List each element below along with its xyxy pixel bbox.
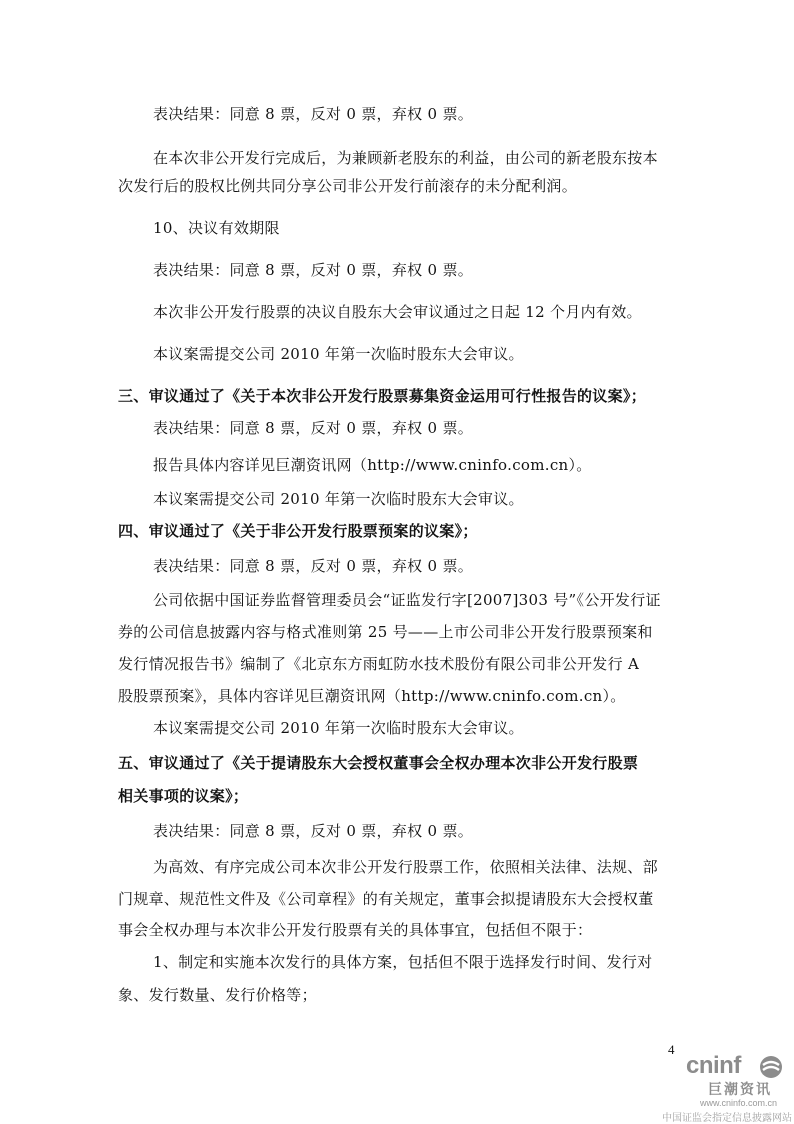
paragraph-line: 本议案需提交公司 2010 年第一次临时股东大会审议。	[153, 719, 524, 737]
paragraph-line: 公司依据中国证券监督管理委员会“证监发行字[2007]303 号”《公开发行证	[153, 591, 661, 609]
paragraph-line: 门规章、规范性文件及《公司章程》的有关规定，董事会拟提请股东大会授权董	[118, 890, 654, 908]
paragraph-line: 事会全权办理与本次非公开发行股票有关的具体事宜，包括但不限于：	[118, 921, 593, 939]
paragraph-line: 本议案需提交公司 2010 年第一次临时股东大会审议。	[153, 345, 524, 363]
logo-url: www.cninfo.com.cn	[700, 1098, 778, 1108]
resolution-heading: 五、审议通过了《关于提请股东大会授权董事会全权办理本次非公开发行股票	[118, 754, 639, 772]
logo-tagline: 中国证监会指定信息披露网站	[662, 1113, 792, 1124]
vote-result-line: 表决结果：同意 8 票，反对 0 票，弃权 0 票。	[153, 557, 474, 575]
paragraph-line: 在本次非公开发行完成后，为兼顾新老股东的利益，由公司的新老股东按本	[153, 149, 658, 167]
page-number: 4	[668, 1042, 675, 1057]
paragraph-line: 1、制定和实施本次发行的具体方案，包括但不限于选择发行时间、发行对	[153, 953, 653, 971]
resolution-heading: 四、审议通过了《关于非公开发行股票预案的议案》；	[118, 522, 478, 540]
vote-result-line: 表决结果：同意 8 票，反对 0 票，弃权 0 票。	[153, 822, 474, 840]
resolution-heading: 相关事项的议案》；	[118, 787, 249, 805]
paragraph-line: 本次非公开发行股票的决议自股东大会审议通过之日起 12 个月内有效。	[153, 303, 642, 321]
logo-wordmark: cninf	[686, 1052, 741, 1079]
vote-result-line: 表决结果：同意 8 票，反对 0 票，弃权 0 票。	[153, 105, 474, 123]
paragraph-line: 象、发行数量、发行价格等；	[118, 986, 317, 1004]
cninfo-swirl-icon	[758, 1055, 784, 1079]
paragraph-line: 次发行后的股权比例共同分享公司非公开发行前滚存的未分配利润。	[118, 177, 578, 195]
vote-result-line: 表决结果：同意 8 票，反对 0 票，弃权 0 票。	[153, 419, 474, 437]
paragraph-line: 本议案需提交公司 2010 年第一次临时股东大会审议。	[153, 490, 524, 508]
cninfo-logo	[640, 1052, 792, 1124]
vote-result-line: 表决结果：同意 8 票，反对 0 票，弃权 0 票。	[153, 261, 474, 279]
resolution-heading: 三、审议通过了《关于本次非公开发行股票募集资金运用可行性报告的议案》；	[118, 387, 647, 405]
section-heading: 10、决议有效期限	[153, 219, 280, 237]
paragraph-line: 发行情况报告书》编制了《北京东方雨虹防水技术股份有限公司非公开发行 A	[118, 655, 640, 673]
paragraph-line: 券的公司信息披露内容与格式准则第 25 号——上市公司非公开发行股票预案和	[118, 623, 653, 641]
paragraph-line: 为高效、有序完成公司本次非公开发行股票工作，依照相关法律、法规、部	[153, 858, 658, 876]
paragraph-line: 报告具体内容详见巨潮资讯网（http://www.cninfo.com.cn）。	[153, 456, 592, 474]
paragraph-line: 股股票预案》，具体内容详见巨潮资讯网（http://www.cninfo.com.cn）。	[118, 687, 626, 705]
logo-chinese-name: 巨潮资讯	[708, 1082, 772, 1098]
